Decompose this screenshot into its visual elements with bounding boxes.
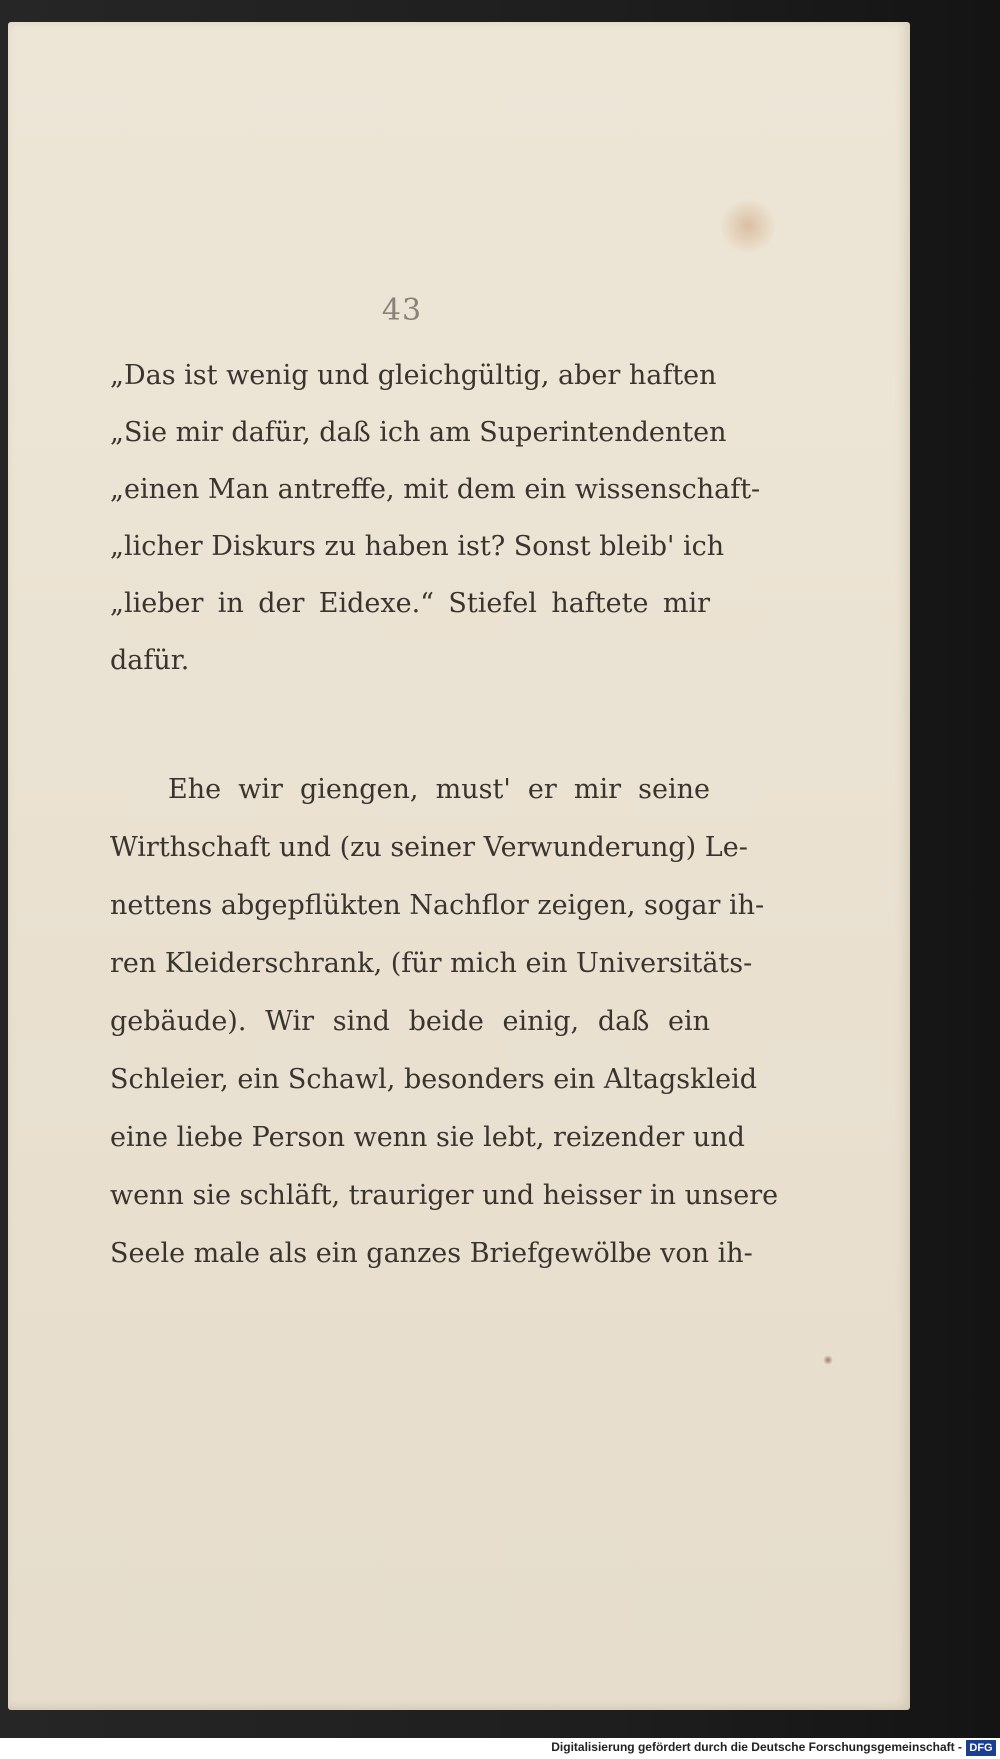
text-line: „Sie mir dafür, daß ich am Superintendenten — [110, 417, 727, 448]
page-number: 43 — [381, 293, 423, 328]
text-line: Wirthschaft und (zu seiner Verwunderung) Le- — [110, 832, 748, 863]
text-line: Ehe wir giengen, must' er mir seine — [168, 774, 710, 805]
text-line: „licher Diskurs zu haben ist? Sonst bleib' ich — [110, 531, 725, 562]
dfg-logo-icon: DFG — [966, 1740, 996, 1756]
book-page — [8, 22, 910, 1710]
text-line: ren Kleiderschrank, (für mich ein Universitäts- — [110, 948, 753, 979]
text-line: „Das ist wenig und gleichgültig, aber haften — [110, 360, 717, 391]
footer-bar — [0, 1738, 1000, 1759]
text-line: eine liebe Person wenn sie lebt, reizender und — [110, 1122, 745, 1153]
text-line: Seele male als ein ganzes Briefgewölbe von ih- — [110, 1238, 753, 1269]
text-line: „lieber in der Eidexe.“ Stiefel haftete mir — [110, 588, 710, 619]
text-line: „einen Man antreffe, mit dem ein wissenschaft- — [110, 474, 761, 505]
page-spot — [823, 1355, 833, 1365]
page-stain — [720, 198, 776, 254]
text-line: nettens abgepflükten Nachflor zeigen, sogar ih- — [110, 890, 765, 921]
text-line: dafür. — [110, 645, 190, 676]
text-line: gebäude). Wir sind beide einig, daß ein — [110, 1006, 710, 1037]
text-line: Schleier, ein Schawl, besonders ein Altagskleid — [110, 1064, 758, 1095]
funding-credit: Digitalisierung gefördert durch die Deutsche Forschungsgemeinschaft - — [551, 1740, 962, 1754]
text-line: wenn sie schläft, trauriger und heisser in unsere — [110, 1180, 779, 1211]
